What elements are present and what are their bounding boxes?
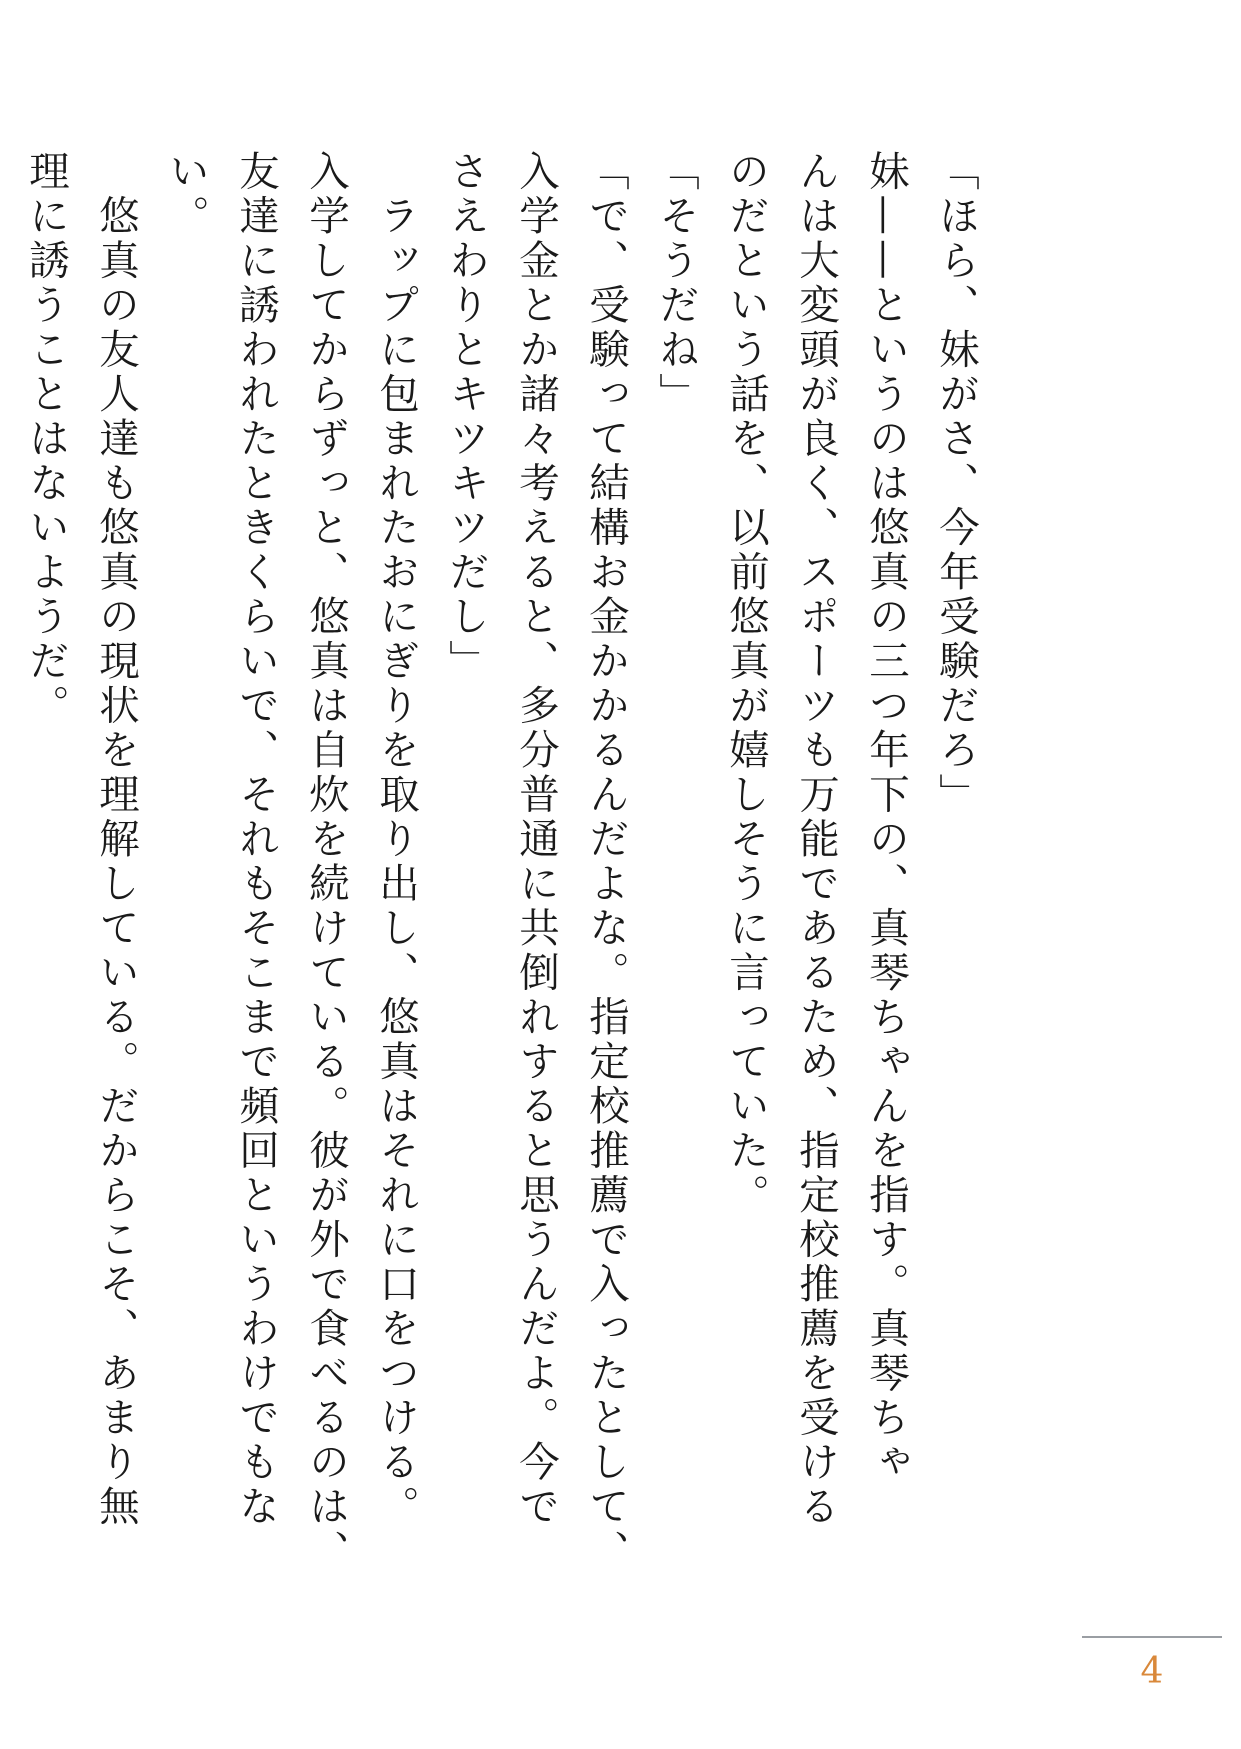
text-line: 「で、受験って結構お金かかるんだよな。指定校推薦で入ったとして、 <box>582 150 630 1574</box>
text-line: 入学してからずっと、悠真は自炊を続けている。彼が外で食べるのは、 <box>302 150 350 1574</box>
text-line: さえわりとキツキツだし」 <box>442 150 490 684</box>
text-line: 理に誘うことはないようだ。 <box>22 150 70 729</box>
footer-divider <box>1082 1636 1222 1638</box>
text-line: 悠真の友人達も悠真の現状を理解している。だからこそ、あまり無 <box>92 150 140 1530</box>
text-line: 妹——というのは悠真の三つ年下の、真琴ちゃんを指す。真琴ちゃ <box>862 150 910 1485</box>
text-line: い。 <box>162 150 210 239</box>
body-text <box>11 150 991 1574</box>
page-number: 4 <box>1140 1651 1164 1692</box>
text-line: 「そうだね」 <box>652 150 700 417</box>
text-line: んは大変頭が良く、スポーツも万能であるため、指定校推薦を受ける <box>792 150 840 1530</box>
text-line: 入学金とか諸々考えると、多分普通に共倒れすると思うんだよ。今で <box>512 150 560 1530</box>
text-line: ラップに包まれたおにぎりを取り出し、悠真はそれに口をつける。 <box>372 150 420 1530</box>
text-line: 「ほら、妹がさ、今年受験だろ」 <box>932 150 980 818</box>
text-line: のだという話を、以前悠真が嬉しそうに言っていた。 <box>722 150 770 1218</box>
text-line: 友達に誘われたときくらいで、それもそこまで頻回というわけでもな <box>232 150 280 1530</box>
